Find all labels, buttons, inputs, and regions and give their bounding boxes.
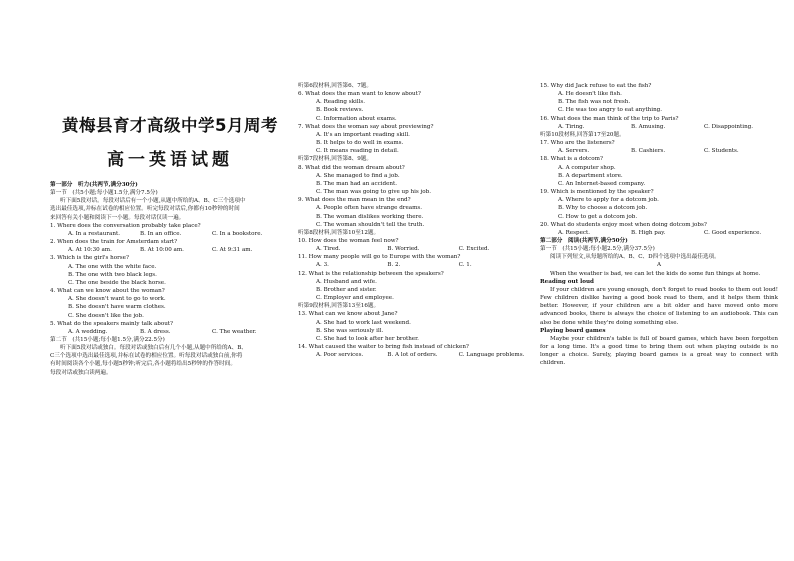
question-17-options [540, 147, 778, 155]
option[interactable]: C. Employer and employee. [316, 295, 394, 302]
question-17: 17. Who are the listeners? [540, 140, 615, 147]
option[interactable]: C. In a bookstore. [212, 230, 263, 237]
instruction-line: 每段对话或独白读两遍。 [50, 369, 112, 376]
passage-letter: A [656, 262, 662, 269]
instruction-line: C三个选项中选出最佳选项,并标在试卷的相应位置。听每段对话或独白前,你将 [50, 353, 243, 360]
question-4: 4. What can we know about the woman? [50, 288, 165, 295]
question-2: 2. When does the train for Amsterdam start? [50, 239, 178, 246]
column-2 [298, 82, 530, 359]
column-3 [540, 82, 778, 367]
question-6: 6. What does the man want to know about? [298, 91, 421, 98]
option[interactable]: B. In an office. [140, 230, 182, 237]
instruction-line: 有时间阅读各个小题,每小题5秒钟;听完后,各小题将给出5秒钟的作答时间。 [50, 361, 236, 368]
option[interactable]: C. She had to look after her brother. [316, 335, 419, 342]
question-3: 3. Which is the girl's horse? [50, 255, 129, 262]
question-5: 5. What do the speakers mainly talk about? [50, 320, 174, 327]
part-heading: 第二部分 阅读(共两节,满分50分) [540, 237, 628, 244]
question-1-options [50, 230, 296, 238]
option[interactable]: C. The woman shouldn't tell the truth. [316, 221, 425, 228]
option[interactable]: A. Respect. [558, 229, 591, 236]
option[interactable]: A. 3. [316, 262, 329, 269]
instruction-line: 听下面5段对话。每段对话后有一个小题,从题中所给的A、B、C三个选项中 [60, 198, 246, 205]
question-19: 19. Which is mentioned by the speaker? [540, 189, 654, 196]
option[interactable]: B. Book reviews. [316, 107, 364, 114]
section-heading: 第一节 (共5小题;每小题1.5分,满分7.5分) [50, 190, 158, 197]
question-8: 8. What did the woman dream about? [298, 164, 405, 171]
passage-paragraph: Maybe your children's table is full of board games, which have been forgotten for a long time. It's a good time to bring them out when playing outside is no longer a choice. Surely, playing board games is a great way to connect with children. [540, 335, 778, 367]
question-5-options [50, 328, 296, 336]
question-14: 14. What caused the waiter to bring fish instead of chicken? [298, 344, 469, 350]
option[interactable]: A. Reading skills. [316, 99, 366, 106]
material-heading: 听第7段材料,回答第8、9题。 [298, 156, 372, 163]
option[interactable]: A. The one with the white face. [68, 263, 157, 270]
material-heading: 听第8段材料,回答第10至12题。 [298, 229, 380, 236]
instruction-line: 听下面5段对话或独白。每段对话或独白后有几个小题,从题中所给的A、B、 [60, 345, 247, 352]
material-heading: 听第9段材料,回答第13至16题。 [298, 303, 380, 310]
option[interactable]: C. How to get a dotcom job. [558, 213, 638, 220]
option[interactable]: A. Where to apply for a dotcom job. [558, 197, 659, 204]
exam-subtitle: 高一英语试题 [107, 150, 233, 170]
question-10: 10. How does the woman feel now? [298, 237, 399, 244]
option[interactable]: A. She had to work last weekend. [316, 319, 411, 326]
option[interactable]: C. Excited. [458, 246, 490, 253]
option[interactable]: A. Tired. [316, 246, 341, 253]
option[interactable]: B. She doesn't have warm clothes. [68, 304, 166, 311]
passage-paragraph: If your children are young enough, don't forget to read books to them out loud! Few children dislike having a good book read to them, and it helps them think better. However, if your children are a bit older and have moved onto more advanced books, there is always the choice of listening to an audiobook. This can also be done while they're doing something else. [540, 286, 778, 326]
question-10-options [298, 245, 530, 253]
option[interactable]: A. It's an important reading skill. [316, 131, 410, 138]
option[interactable]: B. Brother and sister. [316, 286, 377, 293]
column-1 [50, 181, 296, 377]
question-1: 1. Where does the conversation probably take place? [50, 222, 201, 229]
option[interactable]: A. A computer shop. [558, 164, 616, 171]
option[interactable]: C. Information about exams. [316, 115, 397, 122]
option[interactable]: A. She managed to find a job. [316, 172, 400, 179]
part-heading: 第一部分 听力(共两节,满分30分) [50, 182, 138, 188]
option[interactable]: A. People often have strange dreams. [316, 205, 423, 212]
question-20: 20. What do students enjoy most when doing dotcom jobs? [540, 221, 707, 228]
question-15: 15. Why did Jack refuse to eat the fish? [540, 83, 652, 89]
option[interactable]: C. An Internet-based company. [558, 180, 646, 187]
option[interactable]: B. She was seriously ill. [316, 327, 384, 334]
option[interactable]: A. Tiring. [558, 123, 585, 130]
option[interactable]: B. The woman dislikes working there. [316, 213, 424, 220]
option[interactable]: B. Why to choose a dotcom job. [558, 205, 648, 212]
option[interactable]: A. In a restaurant. [68, 230, 120, 237]
passage-intro: When the weather is bad, we can let the kids do some fun things at home. [550, 270, 761, 277]
option[interactable]: B. The one with two black legs. [68, 271, 157, 278]
option[interactable]: C. He was too angry to eat anything. [558, 107, 663, 114]
section-heading: 第二节 (共15小题;每小题1.5分,满分22.5分) [50, 336, 165, 343]
option[interactable]: B. Amusing. [631, 123, 666, 130]
question-2-options [50, 246, 296, 254]
option[interactable]: C. Language problems. [458, 352, 525, 359]
instruction-line: 来回答有关小题和阅读下一小题。每段对话仅读一遍。 [50, 214, 185, 221]
option[interactable]: B. The fish was not fresh. [558, 99, 631, 106]
option[interactable]: A. At 10:30 am. [68, 247, 112, 254]
question-9: 9. What does the man mean in the end? [298, 197, 411, 204]
question-12: 12. What is the relationship between the speakers? [298, 270, 444, 277]
question-7: 7. What does the woman say about previewing? [298, 123, 434, 130]
option[interactable]: C. The one beside the black horse. [68, 279, 166, 286]
material-heading: 听第6段材料,回答第6、7题。 [298, 83, 372, 89]
option[interactable]: C. The man was going to give up his job. [316, 189, 432, 196]
option[interactable]: B. Cashiers. [631, 148, 666, 155]
question-16-options [540, 123, 778, 131]
option[interactable]: A. She doesn't want to go to work. [68, 296, 166, 303]
option[interactable]: B. A lot of orders. [387, 352, 438, 359]
passage-heading: Reading out loud [540, 278, 594, 285]
option[interactable]: B. A dress. [140, 328, 171, 335]
option[interactable]: A. Husband and wife. [316, 278, 377, 285]
option[interactable]: C. Disappointing. [704, 123, 754, 130]
option[interactable]: A. He doesn't like fish. [558, 91, 622, 98]
instruction-line: 选出最佳选项,并标在试卷的相应位置。听完每段对话后,你都有10秒钟的时间 [50, 206, 240, 213]
option[interactable]: B. The man had an accident. [316, 180, 398, 187]
instruction-line: 阅读下列短文,从每题所给的A、B、C、D四个选项中选出最佳选项。 [550, 254, 720, 261]
option[interactable]: C. Good experience. [704, 229, 762, 236]
option[interactable]: A. Servers. [558, 148, 590, 155]
question-16: 16. What does the man think of the trip to Paris? [540, 115, 679, 122]
option[interactable]: C. Students. [704, 148, 739, 155]
option[interactable]: B. It helps to do well in exams. [316, 140, 404, 147]
question-14-options [298, 351, 530, 359]
section-heading: 第一节 (共15小题;每小题2.5分,满分37.5分) [540, 246, 655, 253]
option[interactable]: C. It means reading in detail. [316, 148, 399, 155]
option[interactable]: C. The weather. [212, 328, 257, 335]
option[interactable]: B. At 10:00 am. [140, 247, 184, 254]
question-11: 11. How many people will go to Europe with the woman? [298, 254, 461, 261]
option[interactable]: B. Worried. [387, 246, 420, 253]
option[interactable]: B. 2. [387, 262, 401, 269]
option[interactable]: A. A wedding. [68, 328, 108, 335]
option[interactable]: C. 1. [458, 262, 472, 269]
option[interactable]: C. She doesn't like the job. [68, 312, 144, 319]
option[interactable]: C. At 9:31 am. [212, 247, 253, 254]
option[interactable]: A. Poor services. [316, 352, 364, 359]
exam-title: 黄梅县育才高级中学5月周考 [62, 116, 278, 135]
material-heading: 听第10段材料,回答第17至20题。 [540, 131, 625, 138]
question-13: 13. What can we know about Jane? [298, 311, 398, 318]
option[interactable]: B. A department store. [558, 172, 623, 179]
option[interactable]: B. High pay. [631, 229, 666, 236]
passage-heading: Playing board games [540, 327, 606, 334]
question-20-options [540, 229, 778, 237]
question-18: 18. What is a dotcom? [540, 156, 603, 163]
question-11-options [298, 261, 530, 269]
